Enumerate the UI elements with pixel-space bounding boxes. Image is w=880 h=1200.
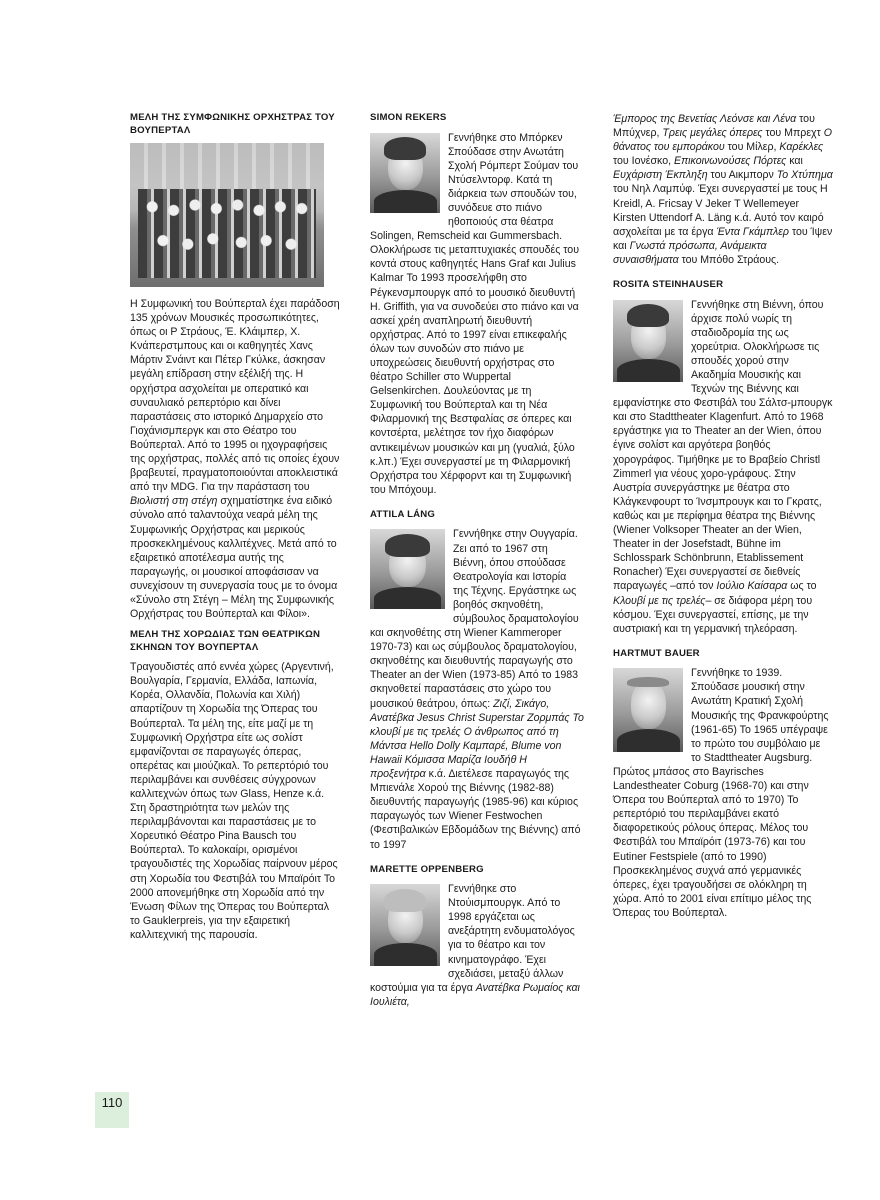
page-number: 110 — [95, 1092, 129, 1128]
portrait-lang — [370, 529, 445, 609]
orchestra-group-photo — [130, 143, 324, 287]
bio-text-bauer: Γεννήθηκε το 1939. Σπούδασε μουσική στην Ανωτάτη Κρατική Σχολή Μουσικής της Φρανκφούρτης (1961-65) Το 1965 υπέγραψε το πρώτο του συμβόλαιο με το Stadttheater Augsburg. Πρώτος μπάσος στο Bayrisches Landestheater Coburg (1968-70) και στην Όπερα του Βούπερταλ από το 1970) Το ρεπερτόριό του περιλαμβάνει εκατό διαφορετικούς ρόλους όπερας. Μέλος του Φεστιβάλ του Μπαϊρόιτ (1973-76) και του Eutiner Festspiele (από το 1990) Προσκεκλημένος συχνά από γερμανικές όπερες, έχει τραγουδήσει σε ολόκληρη τη χώρα. Από το 2001 είναι επίτιμο μέλος της Όπερας του Βούπερταλ. — [613, 667, 829, 919]
bio-name-oppenberg: MARETTE OPPENBERG — [370, 863, 484, 875]
orchestra-paragraph: Η Συμφωνική του Βούπερταλ έχει παράδοση 135 χρόνων Μουσικές προσωπικότητες, όπως οι Ρ Στράους, Έ. Κλάιμπερ, Χ. Κνάπερστμπους και οι καθηγητές Χανς Μάρτιν Σνάιντ και Πέτερ Γκύλκε, άσκησαν μεγάλη επίδραση στην εξέλιξή της. Η ορχήστρα ασχολείται με οπερατικό και συναυλιακό ρεπερτόριο και δίνει παραστάσεις στο ιστορικό Δημαρχείο στο Γιοχάνισμπεργκ και στο Θέατρο του Βούπερταλ. Από το 1995 οι ηχογραφήσεις της ορχήστρας, πολλές από τις οποίες έχουν βραβευτεί, πραγματοποιούνται αποκλειστικά από την MDG. Για την παράσταση του Βιολιστή στη στέγη σχηματίστηκε ένα ειδικό σύνολο από ταλαντούχα νεαρά μέλη της Συμφωνικής Ορχήστρας και μερικούς προσκεκλημένους καλλιτέχνες. Μετά από το εξαιρετικό αποτέλεσμα αυτής της παραγωγής, οι μουσικοί αποφάσισαν να συνεχίσουν τη συνεργασία τους με το όνομα «Σύνολο στη Στέγη – Μέλη της Συμφωνικής Ορχήστρας του Βούπερταλ και Φίλοι». — [130, 298, 340, 621]
portrait-bauer — [613, 668, 683, 752]
bio-name-lang: ATTILA LÁNG — [370, 508, 436, 520]
bio-text-steinhauser: Γεννήθηκε στη Βιέννη, όπου άρχισε πολύ νωρίς τη σταδιοδρομία της ως χορεύτρια. Ολοκλήρωσε τις σπουδές χορού στην Ακαδημία Μουσικής και Τεχνών της Βιέννης και εμφανίστηκε στο Φεστιβάλ του Σάλτσ-μπουργκ και στο Stadttheater Klagenfurt. Από το 1968 εργάστηκε για το Theater an der Wien, όπου έγινε σολίστ και αργότερα βοηθός χορογράφος. Τιμήθηκε με το Βραβείο Christl Zimmerl για νέους χορο-γράφους. Στην Αυστρία συνεργάστηκε με θέατρα στο Κλάγκενφουρτ το Ίνσμπρουγκ και το Γκρατς, καθώς και με περίφημα θέατρα της Βιέννης (Wiener Volksoper Theater an der Wien, Theater in der Josefstadt, Bühne im Schlosspark Schönbrunn, Etablissement Ronacher) Έχει συνεργαστεί σε διεθνείς παραγωγές –από τον Ιούλιο Καίσαρα ως το Κλουβί με τις τρελές– σε διάφορα μέρη του κόσμου. Έχει συνεργαστεί, επίσης, με την αυστριακή και τη γερμανική τηλεόραση. — [613, 298, 833, 635]
bio-text-oppenberg-continued: Έμπορος της Βενετίας Λεόνσε και Λένα του Μπύχνερ, Τρεις μεγάλες όπερες του Μπρεχτ Ο θάνατος του εμποράκου του Μίλερ, Καρέκλες του Ιονέσκο, Επικοινωνούσες Πόρτες και Ευχάριστη Έκπληξη του Αικμπορν Το Χτύπημα του Νηλ Λαμπύφ. Έχει συνεργαστεί με τους H Kreidl, A. Fricsay V Jeker T Wellemeyer Kirsten Uttendorf A. Läng κ.ά. Αυτό τον καιρό ασχολείται με τα έργα Έντα Γκάμπλερ του Ίψεν και Γνωστά πρόσωπα, Ανάμεικτα συναισθήματα του Μπόθο Στράους. — [613, 113, 833, 266]
portrait-steinhauser — [613, 300, 683, 382]
column-right — [613, 112, 833, 920]
bio-text-rekers: Γεννήθηκε στο Μπόρκεν Σπούδασε στην Ανωτάτη Σχολή Ρόμπερτ Σούμαν του Ντύσελντορφ. Κατά τη διάρκεια των σπουδών του, συνόδευε στο πιάνο ηθοποιούς στα θέατρα Solingen, Remscheid και Gummersbach. Ολοκλήρωσε τις μεταπτυχιακές σπουδές του κοντά στους καθηγητές Hans Graf και Julius Kalmar Το 1993 προσελήφθη στο Ρέγκενσμπουργκ από το μουσικό διευθυντή H. Griffith, για να συνοδεύει στο πιάνο και να ασκεί χρέη αναπληρωτή διευθυντή ορχήστρας. Από το 1997 είναι επικεφαλής όλων των συνοδών στο πιάνο με υποχρεώσεις διευθυντή ορχήστρας στο θέατρο Schiller στο Wuppertal Gelsenkirchen. Δουλεύοντας με τη Συμφωνική του Βούπερταλ και τη Νέα Φιλαρμονική της Βεστφαλίας σε όπερες και κοντσέρτα, μελέτησε τον ήχο διαφόρων αντικειμένων μουσικών και μη (γυαλιά, ξύλο κ.λπ.) Έχει συνεργαστεί με τη Φιλαρμονική Ορχήστρα του Χέρφορντ και τη Συμφωνική του Μπόχουμ. — [370, 131, 579, 496]
column-left — [130, 112, 340, 942]
choir-paragraph: Τραγουδιστές από εννέα χώρες (Αργεντινή, Βουλγαρία, Γερμανία, Ελλάδα, Ιαπωνία, Κορέα, Ολλανδία, Πολωνία και Χιλή) απαρτίζουν τη Χορωδία της Όπερας του Βούπερταλ. Τα μέλη της, είτε μαζί με τη Συμφωνική Ορχήστρα είτε ως σολίστ εμφανίζονται σε παραγωγές όπερας, οπερέτας και μιούζικαλ. Το ρεπερτόριό του περιλαμβάνει και συνθέσεις σύγχρονων καλλιτεχνών όπως των Glass, Henze κ.ά. Στη δραστηριότητα των μελών της περιλαμβάνονται και παραστάσεις με το Χορευτικό Θέατρο Pina Bausch του Βούπερταλ. Το καλοκαίρι, ορισμένοι τραγουδιστές της Χορωδίας παίρνουν μέρος στη Χορωδία του Φεστιβάλ του Μπαϊρόιτ Το 2000 απονεμήθηκε στη Χορωδία από την Ένωση Φίλων της Όπερας του Βούπερταλ το Gauklerpreis, για την εξαιρετική καλλιτεχνική της παρουσία. — [130, 661, 338, 941]
bio-name-bauer: HARTMUT BAUER — [613, 647, 700, 659]
section-heading-choir: ΜΕΛΗ ΤΗΣ ΧΟΡΩΔΙΑΣ ΤΩΝ ΘΕΑΤΡΙΚΩΝ ΣΚΗΝΩΝ ΤΟΥ ΒΟΥΠΕΡΤΑΛ — [130, 629, 321, 653]
portrait-oppenberg — [370, 884, 440, 966]
bio-text-oppenberg: Γεννήθηκε στο Ντούισμπουργκ. Από το 1998 εργάζεται ως ανεξάρτητη ενδυματολόγος για το θέατρο και τον κινηματογράφο. Έχει σχεδιάσει, μεταξύ άλλων κοστούμια για τα έργα Ανατέβκα Ρωμαίος και Ιουλιέτα, — [370, 883, 580, 1008]
bio-name-rekers: SIMON REKERS — [370, 112, 447, 123]
bio-text-lang: Γεννήθηκε στην Ουγγαρία. Ζει από το 1967 στη Βιέννη, όπου σπούδασε Θεατρολογία και Ιστορία της Τέχνης. Εργάστηκε ως βοηθός σκηνοθέτη, σύμβουλος δραματολογίου και σκηνοθέτης στη Wiener Kammeroper 1970-73) και ως σύμβουλος δραματολογίου, σκηνοθέτης και διευθυντής παραγωγής στο Theater an der Wien (1973-85) Από το 1983 σκηνοθετεί παραστάσεις στο χώρο του μουσικού θεάτρου, όπως: Ζιζί, Σικάγο, Ανατέβκα Jesus Christ Superstar Ζορμπάς Το κλουβί με τις τρελές Ο άνθρωπος από τη Μάντσα Hello Dolly Καμπαρέ, Blume von Hawaii Κόμισσα Μαρίζα Ιουδήθ Η προξενήτρα κ.ά. Διετέλεσε παραγωγός της Μπιενάλε Χορού της Βιέννης (1982-88) διευθυντής παραγωγής (1985-96) και κύριος παραγωγός των Wiener Festwochen (Φεστιβαλικών Εβδομάδων της Βιέννης) από το 1997 — [370, 528, 584, 851]
section-heading-orchestra: ΜΕΛΗ ΤΗΣ ΣΥΜΦΩΝΙΚΗΣ ΟΡΧΗΣΤΡΑΣ ΤΟΥ ΒΟΥΠΕΡΤΑΛ — [130, 112, 335, 136]
column-middle — [370, 112, 584, 1009]
bio-name-steinhauser: ROSITA STEINHAUSER — [613, 279, 724, 291]
portrait-rekers — [370, 133, 440, 213]
